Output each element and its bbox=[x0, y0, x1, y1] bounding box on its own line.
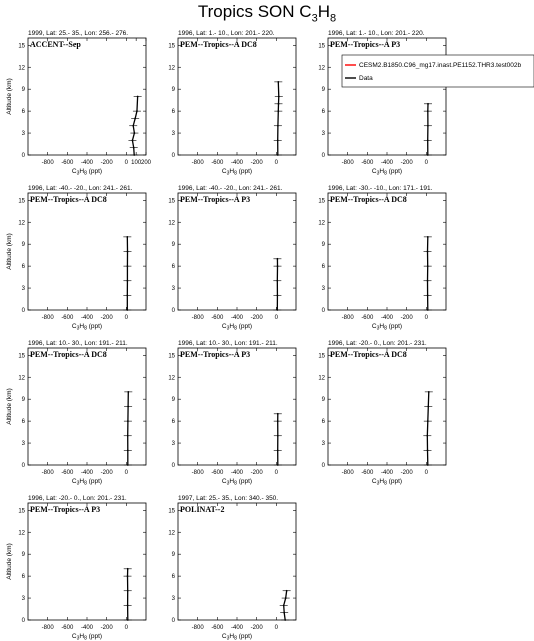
x-tick-label: 0 bbox=[274, 470, 279, 476]
data-point bbox=[427, 236, 429, 238]
x-axis-label: $C_3H_8$ (ppt) bbox=[71, 633, 103, 641]
y-tick-label: 15 bbox=[18, 43, 25, 50]
y-axis-label: Altitude (km) bbox=[6, 543, 13, 580]
y-tick-label: 15 bbox=[18, 353, 25, 360]
chart-panel bbox=[168, 495, 296, 641]
panel-header: 1996, Lat: -40.- -20., Lon: 241.- 261. bbox=[28, 185, 133, 192]
campaign-label: PEM--Tropics--A DC8 bbox=[330, 195, 407, 204]
x-tick-label: -200 bbox=[250, 160, 263, 166]
x-tick-label: -200 bbox=[100, 625, 113, 631]
data-point bbox=[127, 449, 129, 451]
data-point bbox=[127, 406, 129, 408]
y-axis-label: Altitude (km) bbox=[6, 78, 13, 115]
y-tick-label: 15 bbox=[168, 353, 175, 360]
data-point bbox=[427, 103, 429, 105]
y-axis-label: Altitude (km) bbox=[6, 388, 13, 425]
data-point bbox=[427, 110, 429, 112]
y-tick-label: 9 bbox=[171, 552, 175, 559]
data-point bbox=[127, 464, 129, 466]
x-tick-label: -600 bbox=[211, 160, 224, 166]
panel-header: 1996, Lat: -20.- 0., Lon: 201.- 231. bbox=[28, 495, 127, 502]
x-axis-label: $C_3H_8$ (ppt) bbox=[71, 168, 103, 177]
x-tick-label: -800 bbox=[191, 160, 204, 166]
chart-panel bbox=[168, 340, 296, 487]
x-tick-label: -800 bbox=[341, 160, 354, 166]
data-point bbox=[278, 96, 280, 98]
data-point bbox=[427, 420, 429, 422]
data-point bbox=[427, 251, 429, 253]
x-tick-label: -800 bbox=[341, 470, 354, 476]
y-tick-label: 9 bbox=[21, 397, 25, 404]
y-tick-label: 3 bbox=[21, 286, 25, 293]
data-point bbox=[126, 309, 128, 311]
y-tick-label: 9 bbox=[321, 87, 325, 94]
y-tick-label: 15 bbox=[318, 43, 325, 50]
x-tick-label: -400 bbox=[80, 315, 94, 321]
x-tick-label: -200 bbox=[100, 315, 113, 321]
y-tick-label: 0 bbox=[171, 463, 175, 469]
y-tick-label: 12 bbox=[168, 220, 175, 227]
y-tick-label: 12 bbox=[168, 65, 175, 72]
data-point bbox=[427, 406, 429, 408]
campaign-label: PEM--Tropics--A P3 bbox=[180, 195, 251, 204]
chart-panel bbox=[318, 185, 446, 332]
x-tick-label: -200 bbox=[400, 160, 413, 166]
data-point bbox=[428, 391, 430, 393]
y-tick-label: 12 bbox=[318, 65, 325, 72]
y-tick-label: 0 bbox=[321, 463, 325, 469]
chart-panel bbox=[318, 30, 446, 177]
campaign-label: PEM--Tropics--A DC8 bbox=[30, 195, 107, 204]
data-point bbox=[127, 435, 129, 437]
y-tick-label: 0 bbox=[21, 463, 25, 469]
y-tick-label: 0 bbox=[21, 308, 25, 314]
y-tick-label: 15 bbox=[168, 43, 175, 50]
campaign-label: PEM--Tropics--A DC8 bbox=[30, 350, 107, 359]
y-tick-label: 0 bbox=[21, 153, 25, 159]
data-series-line bbox=[427, 392, 428, 465]
y-tick-label: 3 bbox=[171, 596, 175, 603]
data-point bbox=[127, 604, 129, 606]
y-tick-label: 6 bbox=[321, 109, 325, 116]
data-point bbox=[134, 118, 136, 120]
y-tick-label: 3 bbox=[321, 286, 325, 293]
data-point bbox=[277, 139, 279, 141]
data-point bbox=[277, 125, 279, 127]
y-tick-label: 0 bbox=[321, 308, 325, 314]
x-tick-label: 0 bbox=[424, 315, 429, 321]
plot-frame bbox=[178, 503, 296, 620]
data-point bbox=[285, 597, 287, 599]
x-tick-label: -400 bbox=[230, 470, 244, 476]
data-point bbox=[127, 265, 129, 267]
x-tick-label: -600 bbox=[211, 315, 224, 321]
y-tick-label: 6 bbox=[171, 109, 175, 116]
x-axis-label: $C_3H_8$ (ppt) bbox=[71, 478, 103, 487]
data-point bbox=[276, 280, 278, 282]
x-tick-label: -800 bbox=[41, 160, 54, 166]
data-series-line bbox=[278, 82, 279, 155]
x-tick-label: 200 bbox=[140, 160, 152, 166]
panel-header: 1996, Lat: -30.- -10., Lon: 171.- 191. bbox=[328, 185, 433, 192]
x-tick-label: -800 bbox=[341, 315, 354, 321]
panel-header: 1996, Lat: -40.- -20., Lon: 241.- 261. bbox=[178, 185, 283, 192]
x-axis-label: $C_3H_8$ (ppt) bbox=[221, 478, 253, 487]
x-tick-label: -600 bbox=[61, 160, 74, 166]
y-tick-label: 9 bbox=[321, 397, 325, 404]
y-tick-label: 15 bbox=[318, 353, 325, 360]
chart-panel bbox=[6, 340, 146, 487]
x-tick-label: -800 bbox=[191, 625, 204, 631]
data-point bbox=[277, 258, 279, 260]
data-point bbox=[427, 449, 429, 451]
y-tick-label: 15 bbox=[318, 198, 325, 205]
y-tick-label: 9 bbox=[171, 397, 175, 404]
y-tick-label: 3 bbox=[171, 441, 175, 448]
panel-header: 1996, Lat: 1.- 10., Lon: 201.- 220. bbox=[328, 30, 425, 37]
data-point bbox=[427, 154, 429, 156]
y-tick-label: 3 bbox=[321, 131, 325, 138]
x-tick-label: -400 bbox=[230, 160, 244, 166]
x-axis-label: $C_3H_8$ (ppt) bbox=[221, 323, 253, 332]
x-axis-label: $C_3H_8$ (ppt) bbox=[371, 323, 403, 332]
y-tick-label: 6 bbox=[21, 109, 25, 116]
data-point bbox=[277, 449, 279, 451]
data-point bbox=[277, 81, 279, 83]
data-point bbox=[127, 391, 129, 393]
y-tick-label: 15 bbox=[168, 198, 175, 205]
y-tick-label: 12 bbox=[318, 375, 325, 382]
data-point bbox=[126, 236, 128, 238]
x-tick-label: -600 bbox=[211, 470, 224, 476]
data-point bbox=[127, 280, 129, 282]
data-point bbox=[277, 420, 279, 422]
legend-box bbox=[342, 55, 534, 87]
x-tick-label: -800 bbox=[41, 625, 54, 631]
data-point bbox=[127, 590, 129, 592]
x-axis-label: $C_3H_8$ (ppt) bbox=[371, 168, 403, 177]
figure-title: Tropics SON $C_3H_8$ bbox=[197, 2, 337, 25]
x-tick-label: -800 bbox=[41, 470, 54, 476]
y-axis-label: Altitude (km) bbox=[6, 233, 13, 270]
chart-panel bbox=[318, 340, 446, 487]
data-point bbox=[277, 110, 279, 112]
x-tick-label: -200 bbox=[400, 315, 413, 321]
x-tick-label: -200 bbox=[400, 470, 413, 476]
x-tick-label: -600 bbox=[61, 470, 74, 476]
data-point bbox=[136, 110, 138, 112]
y-tick-label: 9 bbox=[21, 552, 25, 559]
y-tick-label: 3 bbox=[321, 441, 325, 448]
chart-panel bbox=[6, 495, 146, 641]
x-tick-label: -200 bbox=[100, 160, 113, 166]
panel-header: 1996, Lat: 1.- 10., Lon: 201.- 220. bbox=[178, 30, 275, 37]
y-tick-label: 9 bbox=[21, 87, 25, 94]
data-point bbox=[277, 464, 279, 466]
y-tick-label: 6 bbox=[321, 264, 325, 271]
y-tick-label: 12 bbox=[18, 530, 25, 537]
y-tick-label: 12 bbox=[18, 375, 25, 382]
campaign-label: PEM--Tropics--A P3 bbox=[30, 505, 101, 514]
x-tick-label: -400 bbox=[230, 625, 244, 631]
chart-panel bbox=[168, 30, 296, 177]
chart-panel bbox=[6, 30, 152, 177]
data-point bbox=[127, 420, 129, 422]
y-tick-label: 0 bbox=[21, 618, 25, 624]
data-point bbox=[127, 619, 129, 621]
y-tick-label: 6 bbox=[321, 419, 325, 426]
x-tick-label: -400 bbox=[80, 470, 94, 476]
x-tick-label: -400 bbox=[380, 160, 394, 166]
y-tick-label: 9 bbox=[321, 242, 325, 249]
x-tick-label: 0 bbox=[424, 160, 429, 166]
x-tick-label: 0 bbox=[124, 470, 129, 476]
campaign-label: PEM--Tropics--A P3 bbox=[180, 350, 251, 359]
data-point bbox=[132, 125, 134, 127]
y-tick-label: 3 bbox=[21, 596, 25, 603]
y-tick-label: 0 bbox=[171, 153, 175, 159]
data-point bbox=[127, 575, 129, 577]
x-tick-label: 0 bbox=[124, 160, 129, 166]
y-tick-label: 15 bbox=[18, 508, 25, 515]
x-tick-label: 0 bbox=[124, 315, 129, 321]
x-tick-label: -200 bbox=[250, 470, 263, 476]
campaign-label: ACCENT--Sep bbox=[30, 40, 81, 49]
y-tick-label: 15 bbox=[168, 508, 175, 515]
legend-label: CESM2.B1850.C96_mg17.inast.PE1152.THR3.test002b bbox=[359, 62, 522, 69]
data-point bbox=[133, 154, 135, 156]
data-point bbox=[277, 435, 279, 437]
data-point bbox=[133, 147, 135, 149]
y-tick-label: 9 bbox=[171, 242, 175, 249]
x-axis-label: $C_3H_8$ (ppt) bbox=[71, 323, 103, 332]
y-tick-label: 6 bbox=[171, 419, 175, 426]
chart-panel bbox=[6, 185, 146, 332]
x-axis-label: $C_3H_8$ (ppt) bbox=[221, 168, 253, 177]
y-tick-label: 12 bbox=[18, 220, 25, 227]
y-tick-label: 12 bbox=[18, 65, 25, 72]
data-point bbox=[127, 251, 129, 253]
data-point bbox=[276, 309, 278, 311]
y-tick-label: 0 bbox=[171, 618, 175, 624]
data-series-line bbox=[128, 392, 129, 465]
plot-frame bbox=[28, 38, 146, 155]
x-tick-label: -400 bbox=[80, 625, 94, 631]
data-point bbox=[283, 604, 285, 606]
x-tick-label: -200 bbox=[100, 470, 113, 476]
panel-header: 1996, Lat: -20.- 0., Lon: 201.- 231. bbox=[328, 340, 427, 347]
y-tick-label: 6 bbox=[171, 574, 175, 581]
x-tick-label: -600 bbox=[211, 625, 224, 631]
x-tick-label: -800 bbox=[191, 470, 204, 476]
data-point bbox=[427, 280, 429, 282]
data-point bbox=[133, 132, 135, 134]
x-tick-label: -600 bbox=[361, 315, 374, 321]
x-tick-label: 100 bbox=[131, 160, 142, 166]
y-tick-label: 9 bbox=[171, 87, 175, 94]
x-tick-label: 0 bbox=[124, 625, 129, 631]
x-tick-label: -200 bbox=[250, 315, 263, 321]
data-point bbox=[427, 309, 429, 311]
y-tick-label: 12 bbox=[168, 530, 175, 537]
data-point bbox=[127, 568, 129, 570]
x-tick-label: 0 bbox=[274, 160, 279, 166]
x-tick-label: -400 bbox=[380, 470, 394, 476]
x-tick-label: -600 bbox=[61, 625, 74, 631]
y-tick-label: 3 bbox=[171, 286, 175, 293]
y-tick-label: 9 bbox=[21, 242, 25, 249]
panel-header: 1996, Lat: 10.- 30., Lon: 191.- 211. bbox=[178, 340, 278, 347]
data-point bbox=[283, 612, 285, 614]
x-tick-label: -600 bbox=[61, 315, 74, 321]
x-tick-label: 0 bbox=[424, 470, 429, 476]
y-tick-label: 6 bbox=[171, 264, 175, 271]
data-point bbox=[427, 265, 429, 267]
y-tick-label: 0 bbox=[321, 153, 325, 159]
x-tick-label: 0 bbox=[274, 625, 279, 631]
panel-header: 1997, Lat: 25.- 35., Lon: 340.- 350. bbox=[178, 495, 279, 502]
y-tick-label: 12 bbox=[318, 220, 325, 227]
x-tick-label: -400 bbox=[230, 315, 244, 321]
y-tick-label: 12 bbox=[168, 375, 175, 382]
panel-header: 1999, Lat: 25.- 35., Lon: 256.- 276. bbox=[28, 30, 129, 37]
campaign-label: PEM--Tropics--A P3 bbox=[330, 40, 401, 49]
data-point bbox=[426, 435, 428, 437]
legend bbox=[342, 55, 534, 87]
y-tick-label: 0 bbox=[171, 308, 175, 314]
data-point bbox=[277, 294, 279, 296]
legend-label: Data bbox=[359, 75, 373, 82]
x-tick-label: -800 bbox=[191, 315, 204, 321]
x-tick-label: 0 bbox=[274, 315, 279, 321]
x-tick-label: -200 bbox=[250, 625, 263, 631]
y-tick-label: 3 bbox=[171, 131, 175, 138]
y-tick-label: 6 bbox=[21, 419, 25, 426]
x-axis-label: $C_3H_8$ (ppt) bbox=[371, 478, 403, 487]
y-tick-label: 3 bbox=[21, 441, 25, 448]
data-point bbox=[137, 96, 139, 98]
data-point bbox=[277, 154, 279, 156]
data-point bbox=[286, 590, 288, 592]
campaign-label: PEM--Tropics--A DC8 bbox=[180, 40, 257, 49]
data-point bbox=[427, 125, 429, 127]
y-tick-label: 6 bbox=[21, 264, 25, 271]
data-point bbox=[126, 294, 128, 296]
y-tick-label: 15 bbox=[18, 198, 25, 205]
plot-frame bbox=[28, 503, 146, 620]
chart-panel bbox=[168, 185, 296, 332]
data-point bbox=[277, 265, 279, 267]
x-axis-label: $C_3H_8$ (ppt) bbox=[221, 633, 253, 641]
data-point bbox=[284, 619, 286, 621]
plot-frame bbox=[178, 193, 296, 310]
x-tick-label: -400 bbox=[380, 315, 394, 321]
x-tick-label: -800 bbox=[41, 315, 54, 321]
data-point bbox=[427, 294, 429, 296]
campaign-label: PEM--Tropics--A DC8 bbox=[330, 350, 407, 359]
x-tick-label: -600 bbox=[361, 470, 374, 476]
data-point bbox=[427, 139, 429, 141]
x-tick-label: -600 bbox=[361, 160, 374, 166]
panel-header: 1996, Lat: 10.- 30., Lon: 191.- 211. bbox=[28, 340, 128, 347]
x-tick-label: -400 bbox=[80, 160, 94, 166]
data-point bbox=[277, 413, 279, 415]
data-point bbox=[278, 103, 280, 105]
campaign-label: POLINAT--2 bbox=[180, 505, 225, 514]
data-point bbox=[132, 139, 134, 141]
y-tick-label: 6 bbox=[21, 574, 25, 581]
y-tick-label: 3 bbox=[21, 131, 25, 138]
data-point bbox=[427, 464, 429, 466]
